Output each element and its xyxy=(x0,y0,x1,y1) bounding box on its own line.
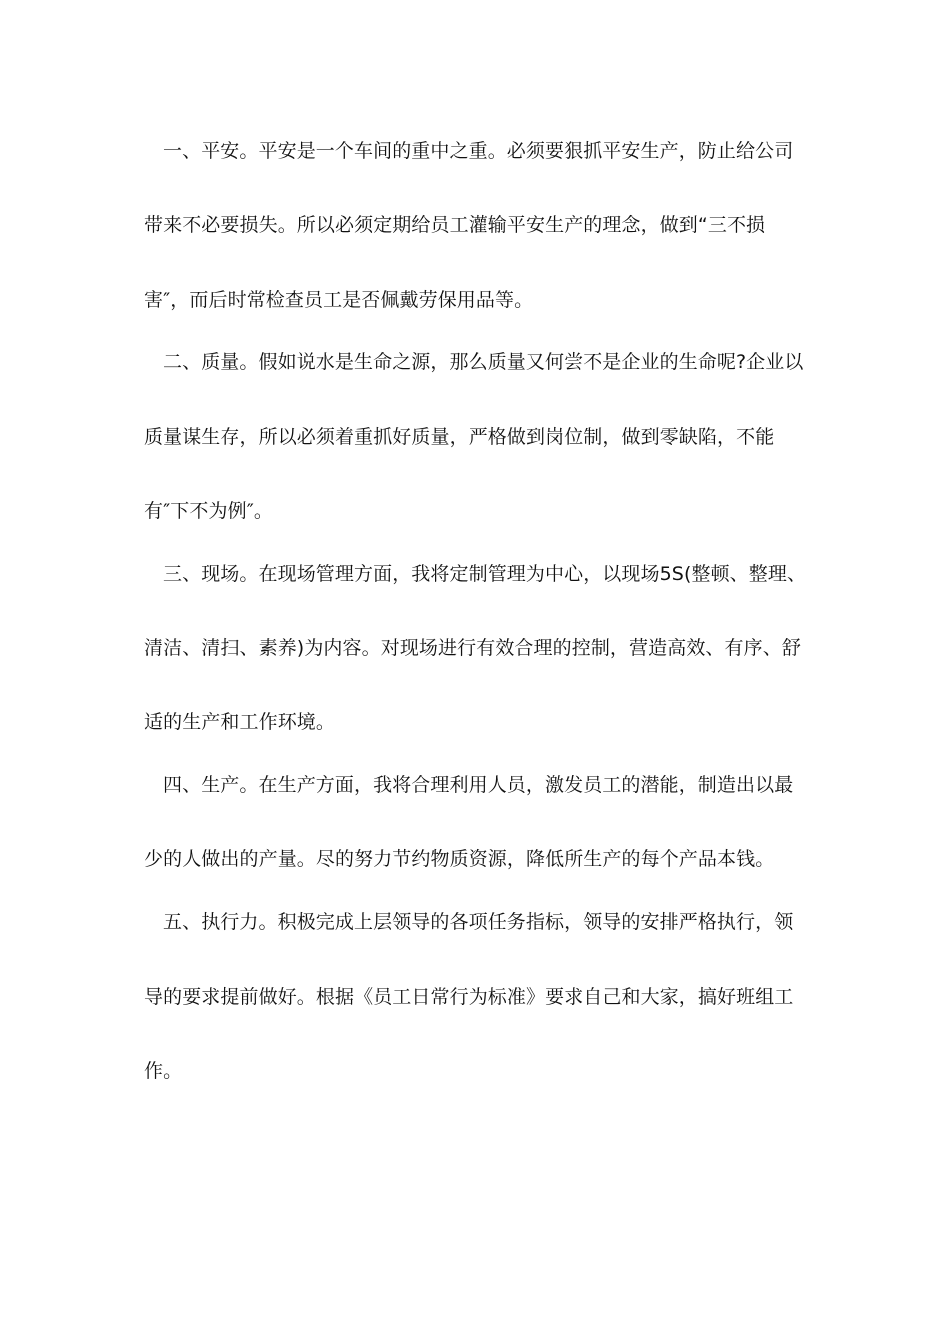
paragraph-safety-line-1: 一、平安。平安是一个车间的重中之重。必须要狠抓平安生产，防止给公司 xyxy=(163,140,794,162)
paragraph-execution-line-1: 五、执行力。积极完成上层领导的各项任务指标，领导的安排严格执行，领 xyxy=(163,911,794,933)
paragraph-site-line-1: 三、现场。在现场管理方面，我将定制管理为中心，以现场5S(整顿、整理、 xyxy=(163,563,807,585)
paragraph-production-line-1: 四、生产。在生产方面，我将合理利用人员，激发员工的潜能，制造出以最 xyxy=(163,774,794,796)
paragraph-quality-line-2: 质量谋生存，所以必须着重抓好质量，严格做到岗位制，做到零缺陷，不能 xyxy=(144,426,775,448)
paragraph-safety-line-2: 带来不必要损失。所以必须定期给员工灌输平安生产的理念，做到“三不损 xyxy=(144,214,766,236)
paragraph-execution-line-2: 导的要求提前做好。根据《员工日常行为标准》要求自己和大家，搞好班组工 xyxy=(144,986,794,1008)
paragraph-quality-line-1: 二、质量。假如说水是生命之源，那么质量又何尝不是企业的生命呢?企业以 xyxy=(163,351,804,373)
paragraph-production-line-2: 少的人做出的产量。尽的努力节约物质资源，降低所生产的每个产品本钱。 xyxy=(144,848,775,870)
paragraph-safety-line-3: 害″，而后时常检查员工是否佩戴劳保用品等。 xyxy=(144,289,534,311)
paragraph-site-line-3: 适的生产和工作环境。 xyxy=(144,711,336,733)
paragraph-site-line-2: 清洁、清扫、素养)为内容。对现场进行有效合理的控制，营造高效、有序、舒 xyxy=(144,637,801,659)
paragraph-execution-line-3: 作。 xyxy=(144,1060,183,1082)
paragraph-quality-line-3: 有″下不为例″。 xyxy=(144,500,273,522)
